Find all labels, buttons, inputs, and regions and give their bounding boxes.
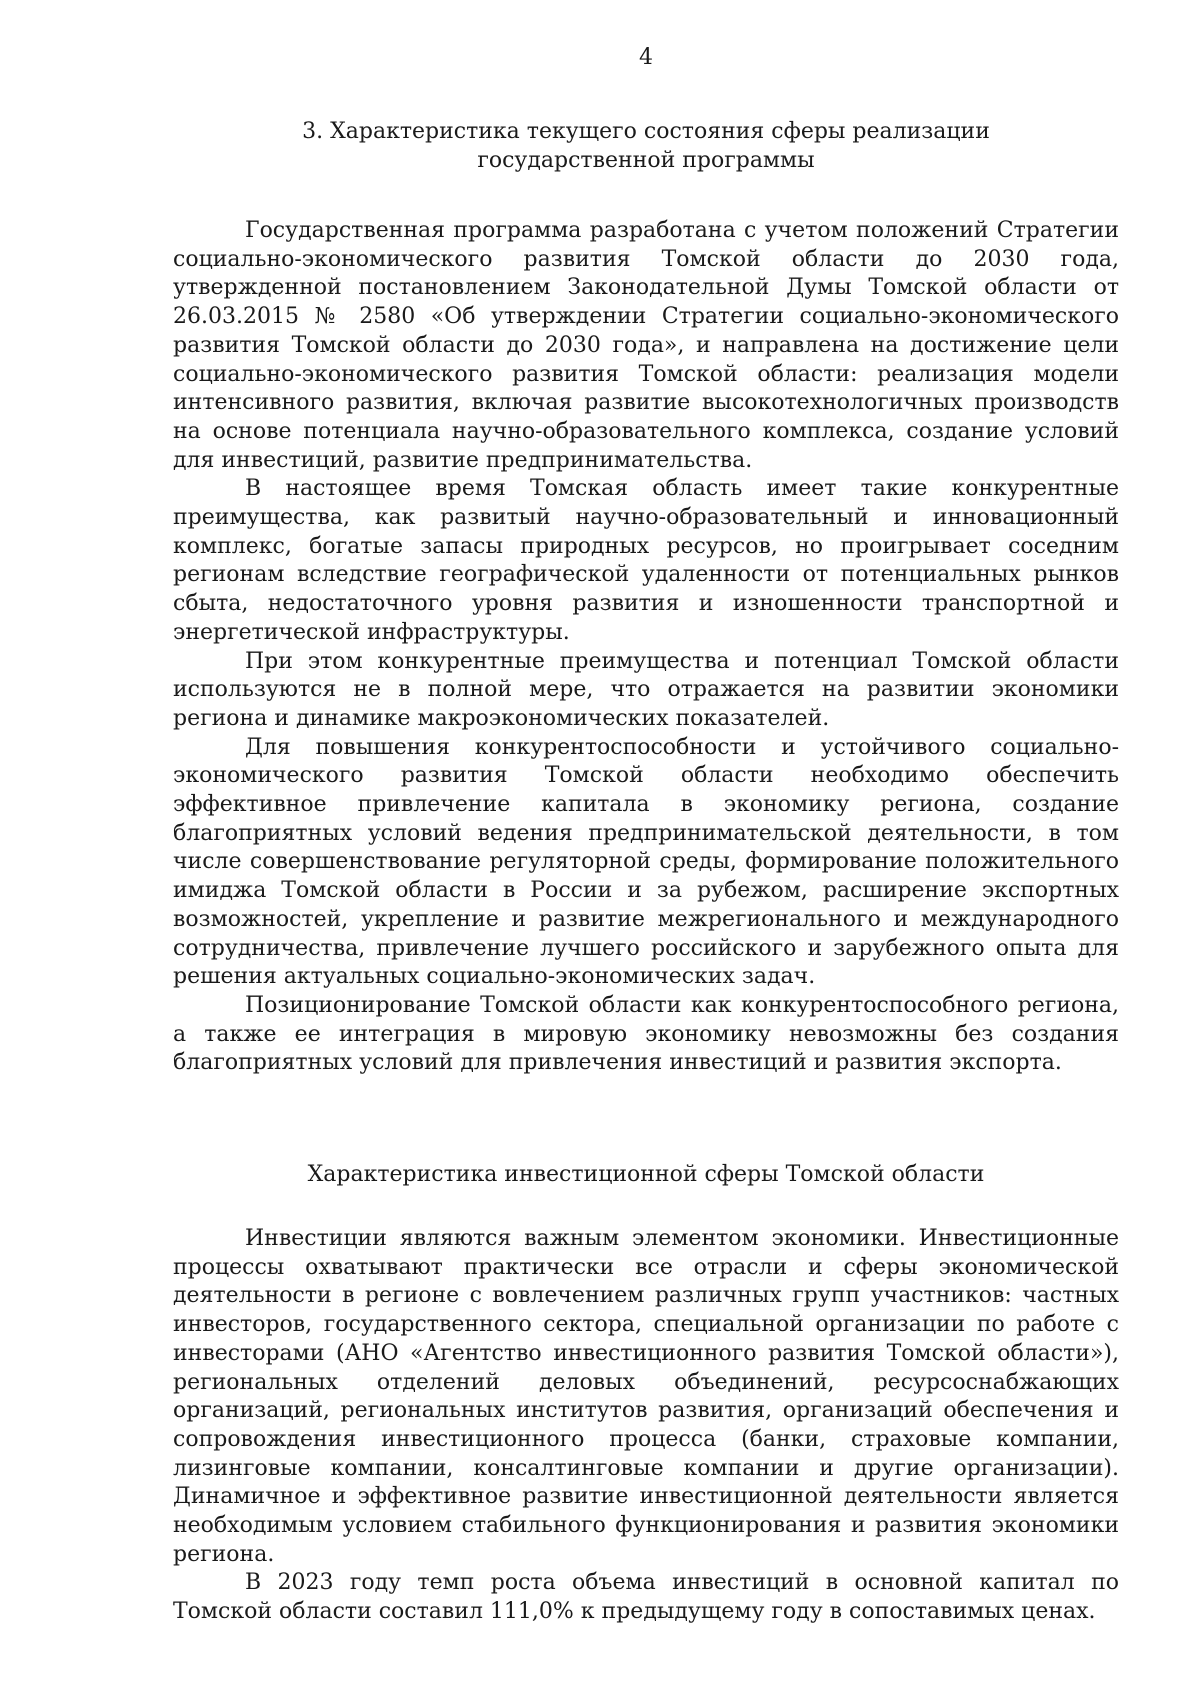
paragraph: Для повышения конкурентоспособности и устойчивого социально-экономического развития Томской области необходимо обеспечить эффективное привлечение капитала в экономику региона, создание благоприятных условий ведения предпринимательской деятельности, в том числе совершенствование регуляторной среды, формирование положительного имиджа Томской области в России и за рубежом, расширение экспортных возможностей, укрепление и развитие межрегионального и международного сотрудничества, привлечение лучшего российского и зарубежного опыта для решения актуальных социально-экономических задач.	[173, 734, 1119, 990]
paragraph: Инвестиции являются важным элементом экономики. Инвестиционные процессы охватывают практически все отрасли и сферы экономической деятельности в регионе с вовлечением различных групп участников: частных инвесторов, государственного сектора, специальной организации по работе с инвесторами (АНО «Агентство инвестиционного развития Томской области»), региональных отделений деловых объединений, ресурсоснабжающих организаций, региональных институтов развития, организаций обеспечения и сопровождения инвестиционного процесса (банки, страховые компании, лизинговые компании, консалтинговые компании и другие организации). Динамичное и эффективное развитие инвестиционной деятельности является необходимым условием стабильного функционирования и развития экономики региона.	[173, 1226, 1119, 1567]
section-title	[173, 117, 1119, 175]
subsection-title: Характеристика инвестиционной сферы Томской области	[307, 1162, 985, 1187]
section-body	[173, 217, 1119, 1078]
subsection-body	[173, 1225, 1119, 1627]
paragraph: Позиционирование Томской области как конкурентоспособного региона, а также ее интеграция в мировую экономику невозможны без создания благоприятных условий для привлечения инвестиций и развития экспорта.	[173, 992, 1119, 1076]
page-number: 4	[639, 45, 653, 70]
paragraph: При этом конкурентные преимущества и потенциал Томской области используются не в полной мере, что отражается на развитии экономики региона и динамике макроэкономических показателей.	[173, 648, 1119, 731]
section-title-line-1: 3. Характеристика текущего состояния сферы реализации	[302, 119, 990, 144]
section-title-line-2: государственной программы	[477, 148, 815, 173]
paragraph: Государственная программа разработана с учетом положений Стратегии социально-экономического развития Томской области до 2030 года, утвержденной постановлением Законодательной Думы Томской области от 26.03.2015 № 2580 «Об утверждении Стратегии социально-экономического развития Томской области до 2030 года», и направлена на достижение цели социально-экономического развития Томской области: реализация модели интенсивного развития, включая развитие высокотехнологичных производств на основе потенциала научно-образовательного комплекса, создание условий для инвестиций, развитие предпринимательства.	[173, 218, 1119, 473]
paragraph: В 2023 году темп роста объема инвестиций в основной капитал по Томской области составил 111,0% к предыдущему году в сопоставимых ценах.	[173, 1570, 1119, 1625]
paragraph: В настоящее время Томская область имеет такие конкурентные преимущества, как развитый научно-образовательный и инновационный комплекс, богатые запасы природных ресурсов, но проигрывает соседним регионам вследствие географической удаленности от потенциальных рынков сбыта, недостаточного уровня развития и изношенности транспортной и энергетической инфраструктуры.	[173, 476, 1119, 645]
